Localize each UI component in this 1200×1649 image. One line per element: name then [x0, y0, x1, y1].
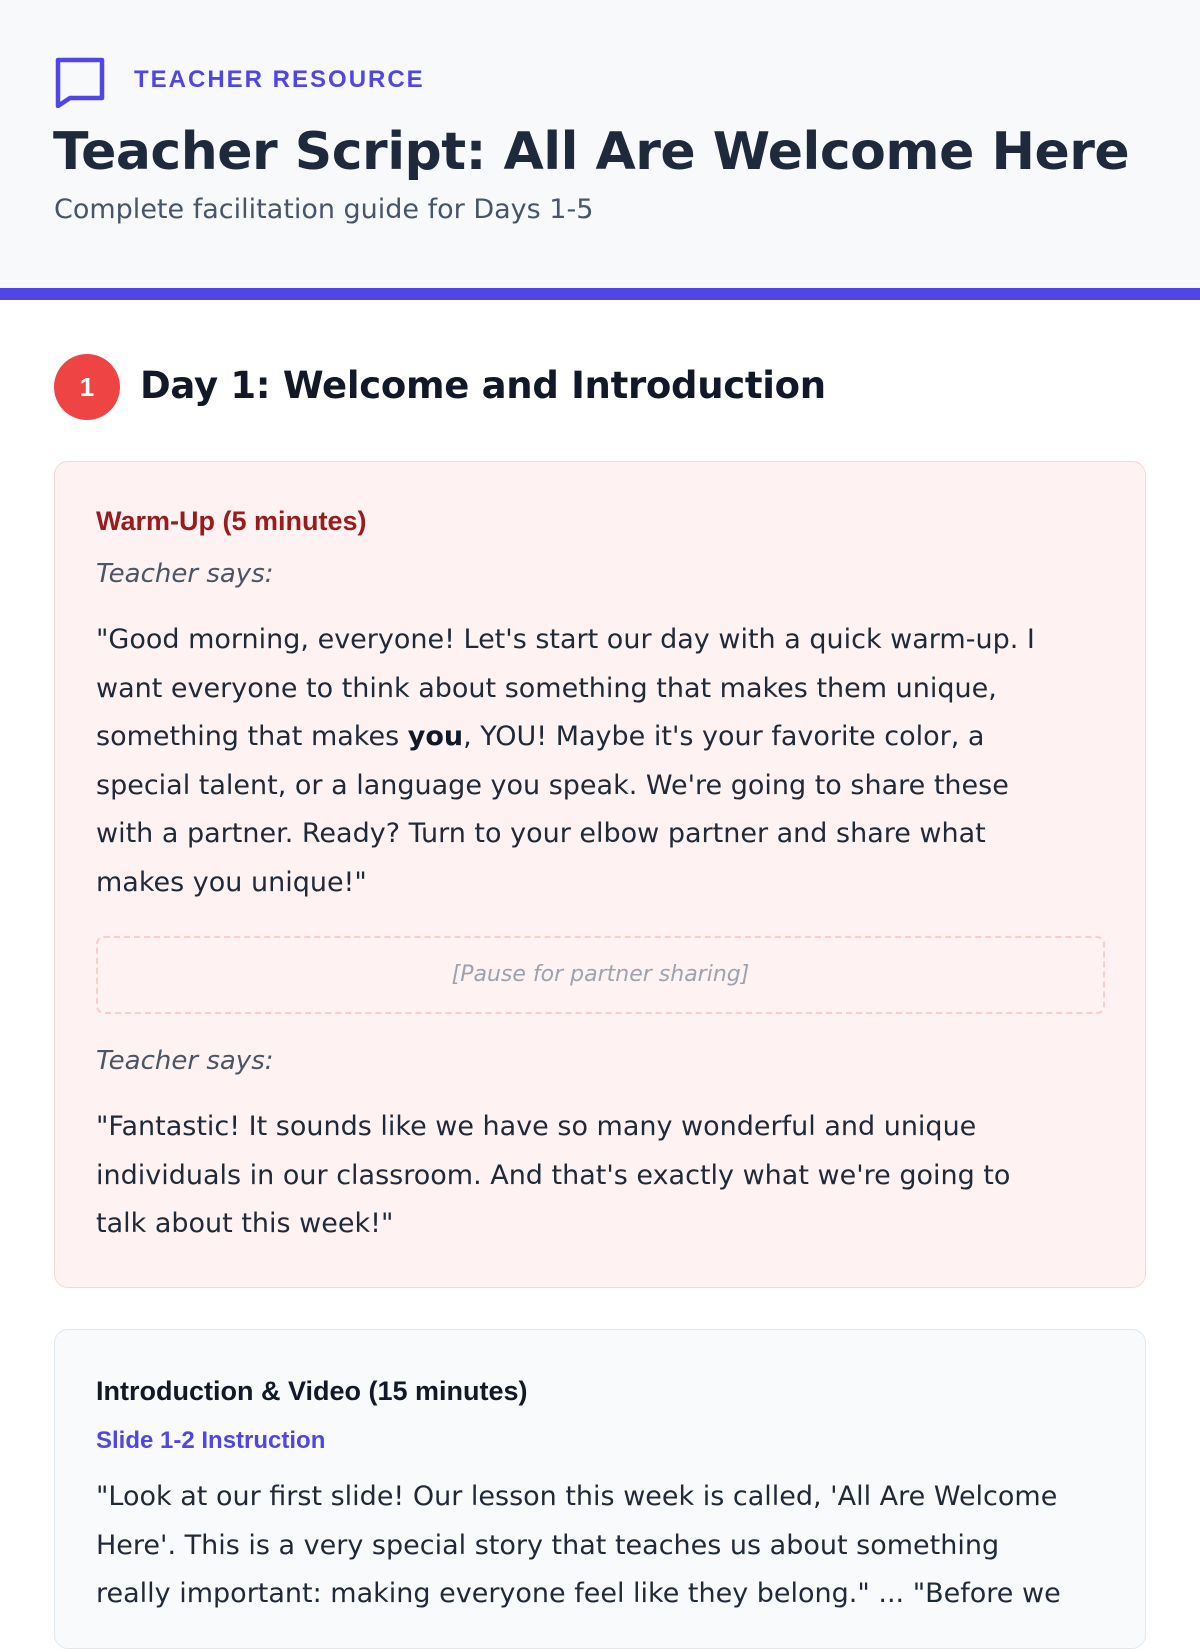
script-line: really important: making everyone feel like they belong." ... "Before we	[96, 1578, 1061, 1609]
pause-note: [Pause for partner sharing]	[96, 936, 1105, 1014]
introduction-script	[96, 1473, 1106, 1619]
warm-up-script	[96, 616, 1106, 907]
introduction-video-card	[54, 1329, 1146, 1649]
script-line: "Good morning, everyone! Let's start our day with a quick warm-up. I	[96, 624, 1035, 655]
page-title: Teacher Script: All Are Welcome Here	[53, 122, 1130, 182]
script-line: individuals in our classroom. And that's exactly what we're going to	[96, 1159, 1011, 1191]
script-line: talk about this week!"	[96, 1208, 394, 1239]
page-subtitle: Complete facilitation guide for Days 1-5	[54, 194, 594, 225]
teacher-says-label: Teacher says:	[96, 559, 274, 589]
script-text-span: , YOU! Maybe it's your favorite color, a	[463, 721, 985, 752]
warm-up-followup-script	[96, 1103, 1106, 1249]
script-line: "Look at our first slide! Our lesson this week is called, 'All Are Welcome	[96, 1481, 1058, 1512]
day-number-badge: 1	[54, 354, 120, 420]
warm-up-card	[54, 461, 1146, 1288]
day-title: Day 1: Welcome and Introduction	[140, 364, 826, 407]
script-line: want everyone to think about something that makes them unique,	[96, 672, 997, 704]
warm-up-heading: Warm-Up (5 minutes)	[96, 506, 367, 536]
script-line: with a partner. Ready? Turn to your elbow partner and share what	[96, 818, 986, 849]
script-line	[96, 713, 1106, 762]
script-line: makes you unique!"	[96, 866, 367, 898]
chat-bubble-icon	[54, 56, 106, 108]
header-kicker: TEACHER RESOURCE	[134, 66, 425, 93]
introduction-video-heading: Introduction & Video (15 minutes)	[96, 1376, 528, 1406]
script-text-span: something that makes	[96, 721, 408, 752]
slide-instruction-label: Slide 1-2 Instruction	[96, 1427, 326, 1454]
script-line: Here'. This is a very special story that teaches us about something	[96, 1529, 1000, 1561]
page-header	[0, 0, 1200, 300]
script-emphasis: you	[407, 721, 464, 752]
script-line: "Fantastic! It sounds like we have so many wonderful and unique	[96, 1111, 977, 1142]
teacher-says-label: Teacher says:	[96, 1046, 274, 1076]
script-line: special talent, or a language you speak. We're going to share these	[96, 769, 1009, 801]
